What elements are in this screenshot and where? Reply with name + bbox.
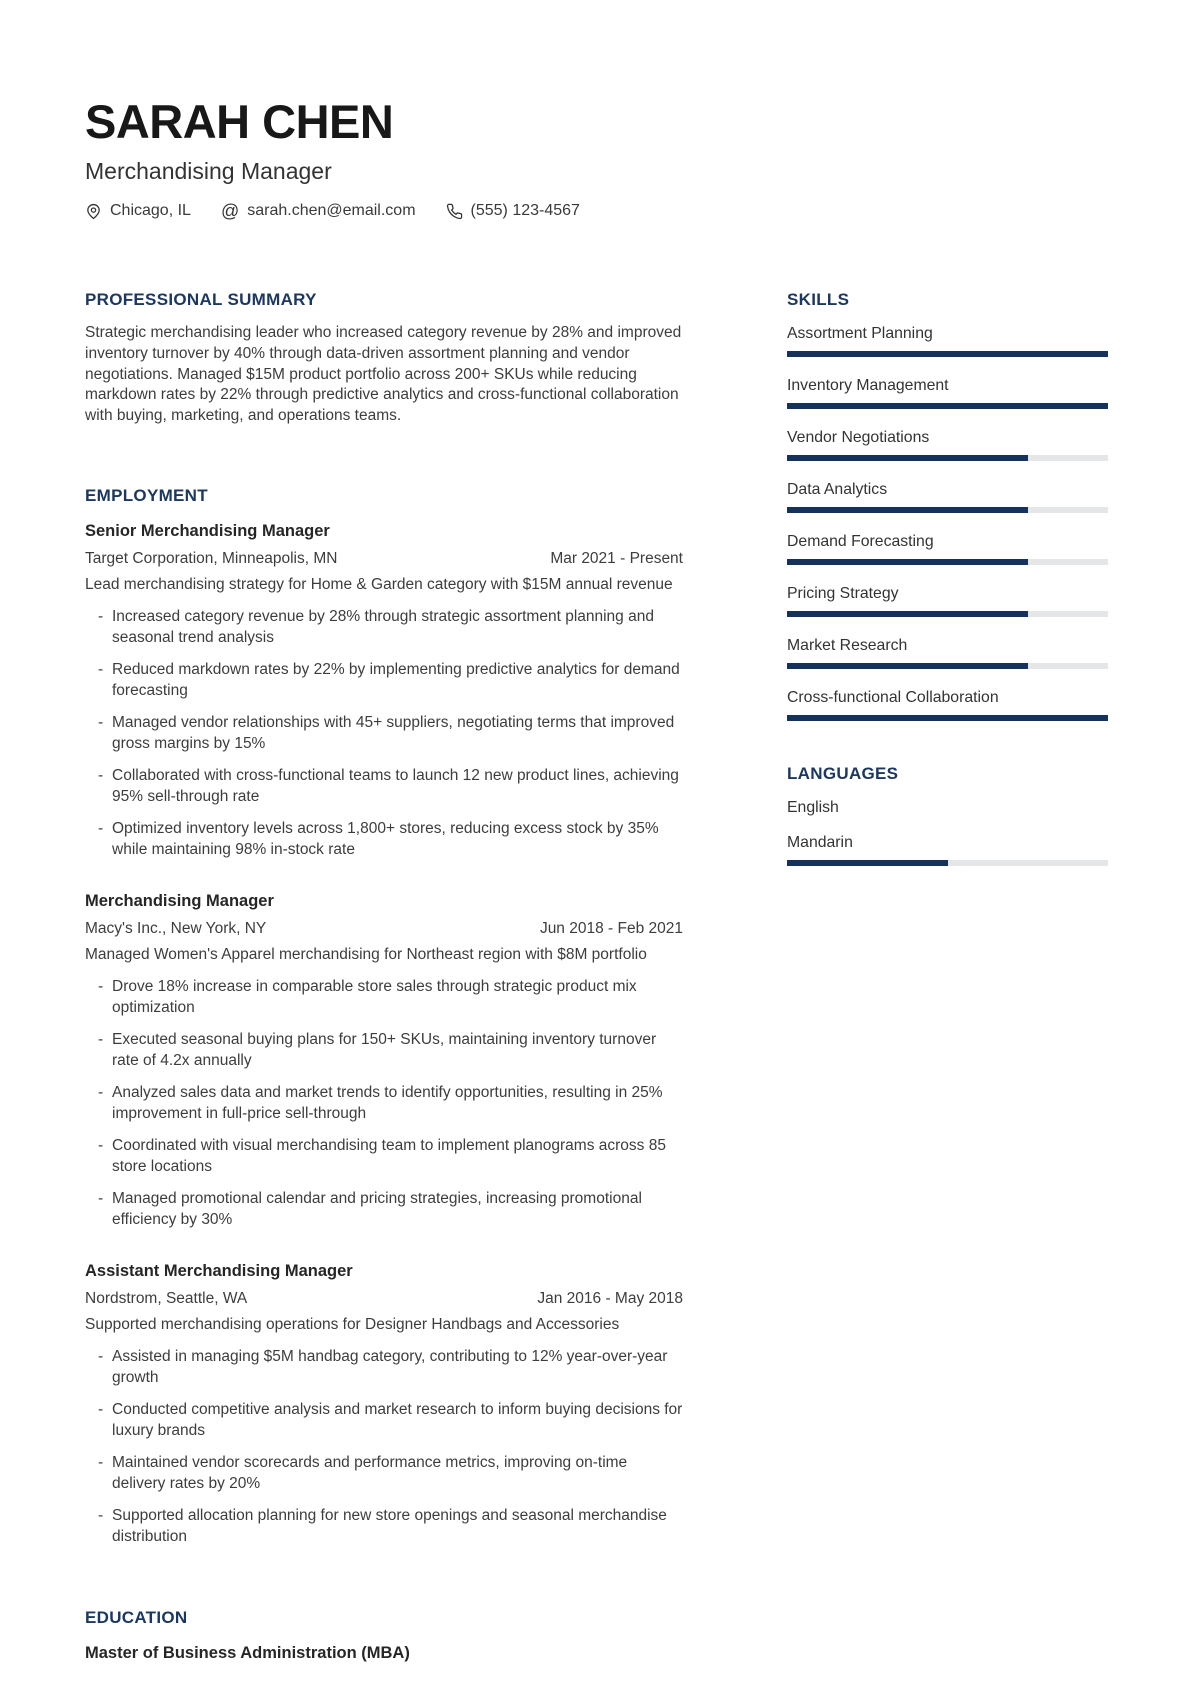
- job-entry: [85, 1260, 683, 1547]
- company-row: [85, 1288, 683, 1309]
- bullet-dash: -: [98, 1454, 104, 1472]
- job-bullet: [85, 818, 683, 860]
- language-label: Mandarin: [787, 834, 853, 852]
- skill-label: Assortment Planning: [787, 325, 933, 343]
- skill-bar-track: [787, 455, 1108, 461]
- contact-location-text: Chicago, IL: [110, 202, 191, 220]
- job-bullet: [85, 1029, 683, 1071]
- bullet-dash: -: [98, 1507, 104, 1525]
- skill-bar-track: [787, 611, 1108, 617]
- job-bullets: [85, 976, 683, 1230]
- bullet-dash: -: [98, 1137, 104, 1155]
- skill-bar-fill: [787, 351, 1108, 357]
- skills-list: [787, 324, 1108, 721]
- sidebar-column: [787, 289, 1108, 1664]
- skill-item: [787, 324, 1108, 357]
- job-title: Senior Merchandising Manager: [85, 522, 330, 541]
- languages-section: [787, 763, 1108, 866]
- bullet-dash: -: [98, 820, 104, 838]
- main-column: [85, 289, 683, 1664]
- job-dates: Jan 2016 - May 2018: [537, 1290, 683, 1308]
- company-name: Macy's Inc., New York, NY: [85, 920, 267, 938]
- job-bullet: [85, 1082, 683, 1124]
- company-name: Target Corporation, Minneapolis, MN: [85, 550, 338, 568]
- bullet-dash: -: [98, 1401, 104, 1419]
- skill-bar-track: [787, 663, 1108, 669]
- job-bullet: [85, 765, 683, 807]
- person-job-title: Merchandising Manager: [85, 157, 332, 184]
- phone-icon: [446, 203, 463, 220]
- skills-heading: SKILLS: [787, 290, 850, 310]
- skill-item: [787, 532, 1108, 565]
- bullet-text: Coordinated with visual merchandising team to implement planograms across 85 store locations: [112, 1137, 666, 1176]
- bullet-text: Collaborated with cross-functional teams to launch 12 new product lines, achieving 95% sell-through rate: [112, 767, 679, 806]
- bullet-text: Executed seasonal buying plans for 150+ SKUs, maintaining inventory turnover rate of 4.2x annually: [112, 1031, 657, 1070]
- bullet-dash: -: [98, 1084, 104, 1102]
- job-dates: Mar 2021 - Present: [550, 550, 683, 568]
- bullet-text: Maintained vendor scorecards and performance metrics, improving on-time delivery rates by 20%: [112, 1454, 628, 1493]
- job-dates: Jun 2018 - Feb 2021: [539, 920, 683, 938]
- bullet-dash: -: [98, 608, 104, 626]
- job-bullet: [85, 659, 683, 701]
- skill-bar-fill: [787, 559, 1028, 565]
- summary-text: Strategic merchandising leader who increased category revenue by 28% and improved inventory turnover by 40% through data-driven assortment planning and vendor negotiations. Managed $15M product portfolio across 200+ SKUs while reducing markdown rates by 22% through predictive analytics and cross-functional collaboration with buying, marketing, and operations teams.: [85, 324, 682, 424]
- job-bullet: [85, 1188, 683, 1230]
- skill-label: Pricing Strategy: [787, 585, 899, 603]
- job-entry: [85, 520, 683, 860]
- company-row: [85, 548, 683, 569]
- skill-item: [787, 428, 1108, 461]
- skill-label: Data Analytics: [787, 481, 888, 499]
- bullet-text: Drove 18% increase in comparable store sales through strategic product mix optimization: [112, 978, 637, 1017]
- at-sign-icon: @: [220, 201, 240, 222]
- summary-heading: PROFESSIONAL SUMMARY: [85, 290, 317, 310]
- bullet-text: Managed promotional calendar and pricing strategies, increasing promotional efficiency by 30%: [112, 1190, 642, 1229]
- contact-row: [85, 202, 1108, 220]
- skill-item: [787, 480, 1108, 513]
- skill-label: Cross-functional Collaboration: [787, 689, 999, 707]
- bullet-text: Assisted in managing $5M handbag category, contributing to 12% year-over-year growth: [112, 1348, 668, 1387]
- location-pin-icon: [85, 203, 102, 220]
- bullet-text: Analyzed sales data and market trends to identify opportunities, resulting in 25% improvement in full-price sell-through: [112, 1084, 663, 1123]
- two-column-layout: [85, 289, 1108, 1664]
- job-bullet: [85, 1505, 683, 1547]
- job-bullet: [85, 606, 683, 648]
- job-bullet: [85, 1346, 683, 1388]
- languages-list: [787, 798, 1108, 866]
- education-heading: EDUCATION: [85, 1608, 188, 1628]
- skill-label: Vendor Negotiations: [787, 429, 930, 447]
- skill-bar-track: [787, 559, 1108, 565]
- bullet-dash: -: [98, 1348, 104, 1366]
- job-bullet: [85, 1399, 683, 1441]
- languages-heading: LANGUAGES: [787, 764, 899, 784]
- skill-item: [787, 376, 1108, 409]
- bullet-text: Managed vendor relationships with 45+ suppliers, negotiating terms that improved gross margins by 15%: [112, 714, 675, 753]
- skill-item: [787, 688, 1108, 721]
- language-item: [787, 833, 1108, 866]
- bullet-text: Supported allocation planning for new store openings and seasonal merchandise distribution: [112, 1507, 667, 1546]
- bullet-dash: -: [98, 661, 104, 679]
- job-bullet: [85, 976, 683, 1018]
- skill-item: [787, 584, 1108, 617]
- skill-bar-fill: [787, 715, 1108, 721]
- skill-item: [787, 636, 1108, 669]
- skill-bar-fill: [787, 611, 1028, 617]
- language-label: English: [787, 799, 839, 817]
- contact-email: [221, 202, 416, 220]
- skill-bar-fill: [787, 507, 1028, 513]
- skill-label: Demand Forecasting: [787, 533, 934, 551]
- company-name: Nordstrom, Seattle, WA: [85, 1290, 248, 1308]
- contact-email-text: sarah.chen@email.com: [247, 202, 416, 220]
- bullet-text: Optimized inventory levels across 1,800+ stores, reducing excess stock by 35% while maintaining 98% in-stock rate: [112, 820, 659, 859]
- summary-section: [85, 289, 683, 426]
- job-lead: Supported merchandising operations for Designer Handbags and Accessories: [85, 1316, 620, 1334]
- job-entry: [85, 890, 683, 1230]
- skill-bar-track: [787, 403, 1108, 409]
- job-bullet: [85, 1135, 683, 1177]
- employment-section: [85, 485, 683, 1547]
- skill-bar-track: [787, 507, 1108, 513]
- skill-bar-fill: [787, 403, 1108, 409]
- job-title: Assistant Merchandising Manager: [85, 1262, 353, 1281]
- contact-location: [85, 202, 191, 220]
- degree-title: Master of Business Administration (MBA): [85, 1644, 410, 1663]
- bullet-dash: -: [98, 767, 104, 785]
- skill-bar-fill: [787, 663, 1028, 669]
- job-title: Merchandising Manager: [85, 892, 274, 911]
- company-row: [85, 918, 683, 939]
- skill-bar-track: [787, 715, 1108, 721]
- contact-phone-text: (555) 123-4567: [470, 202, 580, 220]
- job-bullet: [85, 712, 683, 754]
- bullet-dash: -: [98, 1190, 104, 1208]
- bullet-dash: -: [98, 714, 104, 732]
- language-item: [787, 798, 1108, 817]
- language-bar-track: [787, 860, 1108, 866]
- job-bullet: [85, 1452, 683, 1494]
- job-bullets: [85, 1346, 683, 1547]
- skill-label: Market Research: [787, 637, 908, 655]
- skill-bar-fill: [787, 455, 1028, 461]
- bullet-dash: -: [98, 978, 104, 996]
- education-section: [85, 1607, 683, 1664]
- bullet-dash: -: [98, 1031, 104, 1049]
- skill-bar-track: [787, 351, 1108, 357]
- employment-heading: EMPLOYMENT: [85, 486, 208, 506]
- language-bar-fill: [787, 860, 948, 866]
- job-lead: Managed Women's Apparel merchandising for Northeast region with $8M portfolio: [85, 946, 647, 964]
- skills-section: [787, 289, 1108, 721]
- bullet-text: Conducted competitive analysis and market research to inform buying decisions for luxury brands: [112, 1401, 683, 1440]
- job-bullets: [85, 606, 683, 860]
- resume-header: [85, 97, 1108, 220]
- job-lead: Lead merchandising strategy for Home & Garden category with $15M annual revenue: [85, 576, 673, 594]
- bullet-text: Reduced markdown rates by 22% by implementing predictive analytics for demand forecasting: [112, 661, 680, 700]
- skill-label: Inventory Management: [787, 377, 949, 395]
- bullet-text: Increased category revenue by 28% through strategic assortment planning and seasonal trend analysis: [112, 608, 654, 647]
- person-name: SARAH CHEN: [85, 95, 394, 148]
- contact-phone: [446, 202, 580, 220]
